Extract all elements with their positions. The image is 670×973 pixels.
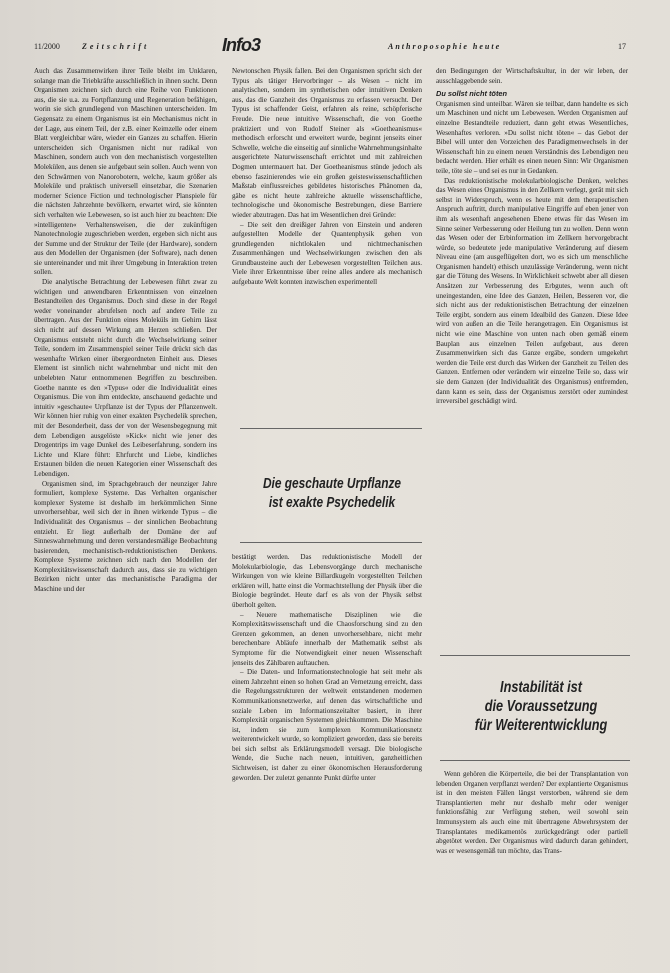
column-3-bottom: [436, 770, 628, 960]
issue-date: 11/2000: [34, 42, 60, 51]
paragraph: den Bedingungen der Wirtschaftskultur, in der wir leben, der ausschlaggebende sein.: [436, 67, 628, 85]
headline-line: Die geschaute Urpflanze: [262, 476, 402, 492]
paragraph: Organismen sind, im Sprachgebrauch der neunziger Jahre formuliert, komplexe Systeme. Das Verhalten organischer komplexer Systeme ist deshalb im herkömmlichen Sinne unvorhersehbar, weil sich der in ihnen wirkende Typus – die Individualität des Organismus – der sinnlichen Beobachtung entzieht. Er liegt außerhalb der Domäne der auf Sinneswahrnehmung und deren verstandesmäßige Beobachtung basierenden, mechanistisch-reduktionistischen Denkens. Komplexe Systeme zeichnen sich nach den Modellen der Komplexitätswissenschaft dadurch aus, dass sie zu wichtigen Bezirken nicht unter das mechanistische Paradigma der Maschine und der: [34, 479, 217, 594]
paragraph: Wenn gehören die Körperteile, die bei der Transplantation von lebenden Organen verpflanzt werden? Der explantierte Organismus ist in den meisten Fällen längst verstorben, während sie dem Transplantierten mehr nur deshalb mehr oder weniger funktionsfähig zur Verfügung stehen, weil sowohl sein Immunsystem als auch eine mit übertragene Abwehrsystem der Transplantates medikamentös zurückgedrängt oder partiell abgetötet werden. Der Organismus wird dadurch daran gehindert, was er wesensgemäß tun möchte, das Trans-: [436, 770, 628, 855]
paragraph: Organismen sind unteilbar. Wären sie teilbar, dann handelte es sich um Maschinen und nicht um Lebewesen. Werden Organismen auf einzelne Bestandteile reduziert, dann geht etwas Wesentliches, Wesenhaftes verloren. »Du sollst nicht töten« – das Gebot der Bibel will unter den Vorzeichen des Paradigmenwechsels in der Wissenschaft hin zu einem neuen Verständnis des Lebendigen neu bedacht werden. Hier erhält es einen neuen Sinn: Wir Organismen teile, töte sie – und sei es nur in Gedanken.: [436, 99, 628, 175]
header-title-left: Zeitschrift: [82, 42, 150, 51]
headline-line: Instabilität ist: [500, 679, 582, 696]
column-2-bottom: [232, 553, 422, 963]
paragraph: Das reduktionistische molekularbiologische Denken, welches das Wesen eines Organismus in den Zellkern verlegt, gerät mit sich selbst in Widerspruch, wenn es heute mit dem therapeutischen Anspruch auftritt, durch manipulative Eingriffe auf eben jener von ihm als wesenhaft angesehenen Ebene etwas für das Wesen im Sinne seiner Verbesserung oder Heilung tun zu wollen. Denn wenn das Wesen oder der Erbinformation im Zellkern hervorgebracht würde, so bedeutete jede manipulative Veränderung auf diesem Niveau eine (am ausgeflügelten dort, wo es sich um menschliche Organismen handelt) ethisch unzulässige Veränderung, wenn nicht gar die Tötung des Wesens. In Wirklichkeit schwebt aber all diesen Ansätzen zur Verbesserung des Erbgutes, wenn auch oft uneingestanden, eine Idee des Ganzen, Heilen, Besseren vor, die sich nicht aus der reduktionistischen Betrachtung der einzelnen Teile ergibt, sondern aus einem Idealbild des Ganzen. Diese Idee wird von außen an die Teile herangetragen. Ein Organismus ist nicht wie eine Maschine von unten nach oben gemäß einem Bauplan aus einzelnen Teilen aufgebaut, aus deren Zusammenwirken sich das Ganze ergäbe, sondern umgekehrt werden die Teile erst durch das Wirken der Ganzheit zu Teilen des Ganzen. Entfernen oder verändern wir einzelne Teile so, dass wir sie dem Ganzen (der Individualität des Organismus) entfremden, dann kann es sein, dass der Organismus zerstört oder zumindest irreversibel geschädigt wird.: [436, 176, 628, 406]
column-3-top: [436, 67, 628, 637]
column-1: [34, 67, 217, 962]
paragraph: – Die Daten- und Informationstechnologie hat seit mehr als einem Jahrzehnt einen so hohen Grad an Vernetzung erreicht, dass die Regelungsstrukturen der weltweit entstandenen modernen Kommunikationsnetzwerke, auf denen das wirtschaftliche und soziale Leben im Informationszeitalter basiert, in ihrer Komplexität organischen Systemen gleichkommen. Die Maschine ist, indem sie zum komplexen Kommunikationsnetz weiterentwickelt wurde, so kompliziert geworden, dass sie bereits bei sich selbst als Erklärungsmodell versagt. Die biologische Wende, die Suche nach neuen, intuitiven, ganzheitlichen Sichtweisen, ist daher zu einer ökonomischen Herausforderung geworden. Der zuletzt genannte Punkt dürfte unter: [232, 668, 422, 782]
divider-rule: [440, 655, 630, 656]
paragraph: Newtonschen Physik fallen. Bei den Organismen spricht sich der Typus als tätiger Hervorbringer – als Wesen – nicht im analytischen, sondern im synthetischen oder intuitiven Denken aus, das die Ganzheit des Organismus zu erfassen versucht. Der Typus ist schaffender Geist, erfahren als reine, schöpferische Freude. Die neue intuitive Wissenschaft, die von Goethe praktiziert und von Rudolf Steiner als »Goetheanismus« methodisch erforscht und erweitert wurde, beginnt jenseits einer Schwelle, welche die einseitig auf sinnliche Wahrnehmungsinhalte ausgerichtete Naturwissenschaft errichtet und mit zahlreichen Dogmen untermauert hat. Der Goetheanismus stünde jedoch als ebenso faszinierendes wie ein großen geisteswissenschaftlichen Maßstab einflussreiches gebildetes historisches Phänomen da, gäbe es nicht heute zahlreiche aktuelle wissenschaftliche, technologische und ökonomische Bestrebungen, diese Barriere wieder abzutragen. Das hat im Wesentlichen drei Gründe:: [232, 67, 422, 219]
page-header: [34, 35, 634, 60]
paragraph: Die analytische Betrachtung der Lebewesen führt zwar zu wichtigen und anwendbaren Erkenntnissen von einzelnen Bestandteilen des Organismus. Doch sind diese in der Regel weder voneinander abrufelsen noch auf andere Teile zu übertragen. Aus der Funktion eines Moleküls im Gehirn lässt sich nicht auf dessen Wirkung am Herzen schließen. Der Organismus entsteht nicht durch die Wechselwirkung seiner Teile, sondern im Zusammenspiel seiner Teile drückt sich das wesenhafte Wirken einer übergeordneten Einheit aus. Dieses Element ist sinnlich nicht wahrnehmbar und nicht mit den unbelebten Natur entnommenen Begriffen zu beschreiben. Goethe nannte es den »Typus« oder die Individualität eines Organismus. Die von ihm entdeckte, anschauend gedachte und intuitiv »geschaute« Urpflanze ist der Typus der Pflanzenwelt. Wir können hier ruhig von einer exakten Psychedelik sprechen, mit der Besonderheit, dass der von der Wesensbegegnung mit dem Lebendigen ausgelöste »Kick« nicht wie jener des Drogentrips im vage Dunkel des Leibeserfahrung, sondern ins Lichte und Klare führt: Ehrfurcht und Liebe, kindliches Erstaunen bilden die neuen Kategorien einer Wissenschaft des Lebendigen.: [34, 278, 217, 478]
subheading: Du sollst nicht töten: [436, 89, 508, 99]
divider-rule: [240, 542, 422, 543]
divider-rule: [240, 428, 422, 429]
paragraph: Auch das Zusammenwirken ihrer Teile bleibt im Unklaren, solange man die Triebkräfte ausschließlich in ihnen sucht. Denn Organismen zeichnen sich durch eine Reihe von Funktionen aus, die sie u.a. zu Fortpflanzung und Regeneration befähigen, worin sie sich grundlegend von Maschinen unterscheiden. Im Gegensatz zu einem Organismus ist ein Mechanismus nicht in der Lage, aus einem Teil, der z.B. einer Keimzelle oder einem Blatt vergleichbar wäre, wieder ein Ganzes zu schaffen. Hierin unterscheiden sich Organismen nicht nur radikal von Maschinen, sondern auch von den mechanistisch vorgestellten Molekülen, aus denen sie aufgebaut sein sollen. Auch wenn von den Schwärmen von Nanorobotern, welche, kaum größer als Moleküle und praktisch universell einsetzbar, die Szenarien moderner Science Fiction und technologischer Planspiele für die nächsten Jahrzehnte bevölkern, erwartet wird, sie könnten sich verhalten wie Lebewesen, so ist auch hier zu beachten: Die »intelligenten« Verhaltensweisen, die der zukünftigen Nanotechnologie zugeschrieben werden, ergeben sich nicht aus der Summe und der Struktur der Teile (der Hardware), sondern aus den Modellen der Organismen (der Software), nach denen sie untereinander und mit ihrer Umgebung in Interaktion treten sollen.: [34, 67, 217, 277]
headline-line: die Voraussetzung: [484, 698, 598, 715]
paragraph: – Die seit den dreißiger Jahren von Einstein und anderen aufgestellten Modelle der Quantenphysik gehen von grundlegenden nichtlokalen und nichtmechanischen Zusammenhängen und Wechselwirkungen zwischen den als Grundbausteine auch der Lebewesen vorgestellten Teilchen aus. Viele ihrer Erkenntnisse über reine alles andere als mechanisch aufgebaute Welt konnten inzwischen experimentell: [232, 220, 422, 287]
page-number: 17: [618, 42, 626, 51]
magazine-logo: Info3: [222, 35, 260, 55]
divider-rule: [440, 760, 630, 761]
pull-quote-headline-2: [455, 678, 627, 735]
header-title-right: Anthroposophie heute: [388, 42, 502, 51]
paragraph: – Neuere mathematische Disziplinen wie die Komplexitätswissenschaft und die Chaosforschung sind zu den Grenzen gekommen, an denen unvorhersehbare, nicht mehr berechenbare Abläufe innerhalb der Mathematik selbst als Symptome für die Notwendigkeit einer neuen Wissenschaft jenseits des Zählbaren auftauchen.: [232, 610, 422, 667]
paragraph: bestätigt werden. Das reduktionistische Modell der Molekularbiologie, das Lebensvorgänge durch mechanische Wirkungen von wie kleine Billardkugeln vorgestellten Teilchen erklären will, hatte einst die Vormachtstellung der Physik über die Biologie begründet. Heute darf es als von der Physik selbst überholt gelten.: [232, 553, 422, 609]
pull-quote-headline-1: [250, 475, 414, 513]
column-2-top: [232, 67, 422, 412]
headline-line: für Weiterentwicklung: [474, 717, 608, 734]
headline-line: ist exakte Psychedelik: [268, 495, 396, 511]
